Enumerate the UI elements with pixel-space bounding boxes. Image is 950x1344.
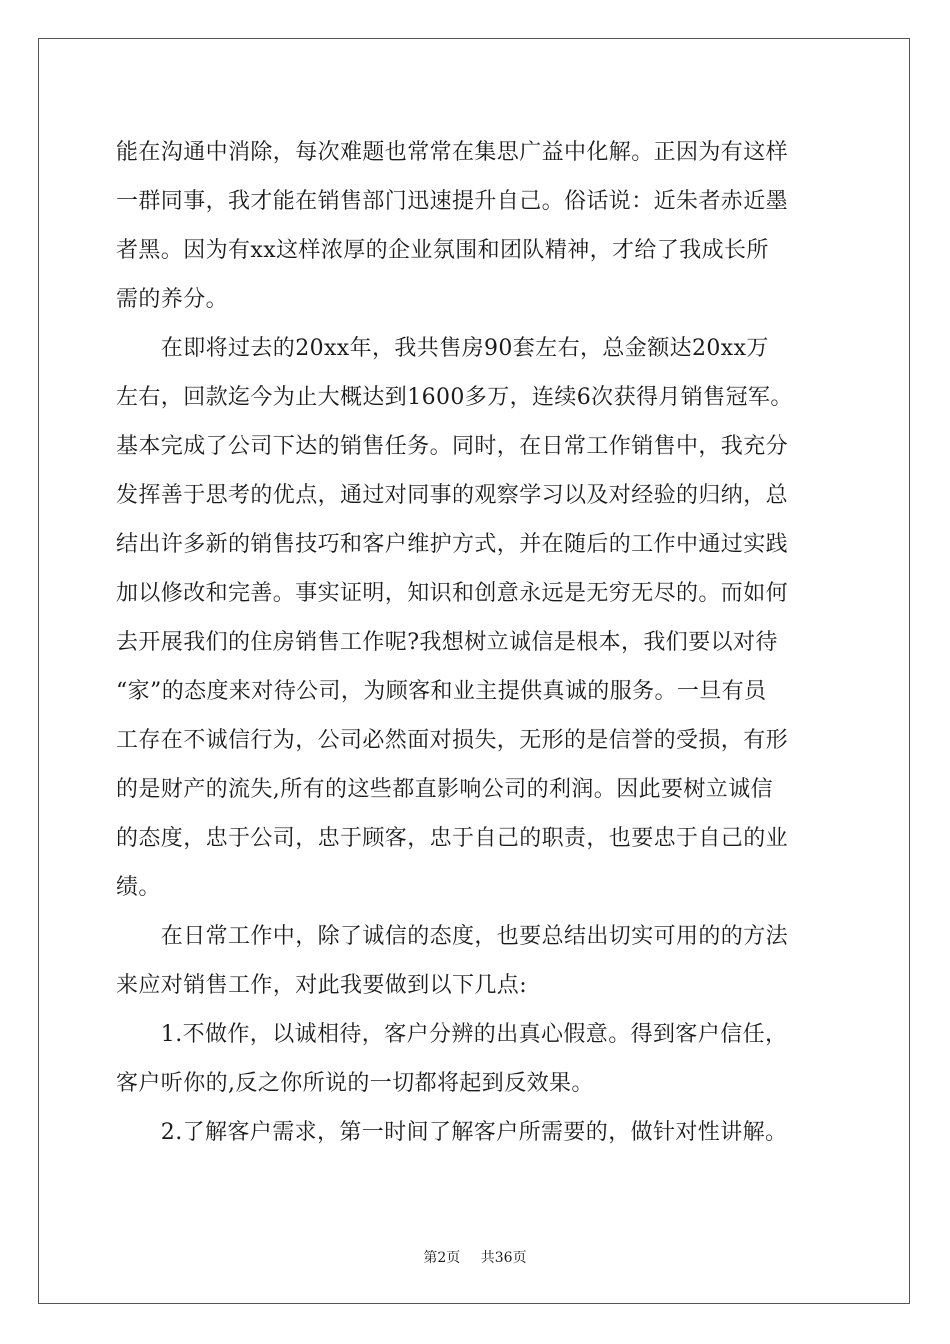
- document-body: [116, 128, 836, 1157]
- page-number-current: 第2页: [423, 1250, 461, 1266]
- text-line: 在即将过去的20xx年，我共售房90套左右，总金额达20xx万: [116, 336, 769, 361]
- text-line: 左右，回款迄今为止大概达到1600多万，连续6次获得月销售冠军。: [116, 385, 793, 410]
- text-line: 发挥善于思考的优点，通过对同事的观察学习以及对经验的归纳，总: [116, 483, 789, 508]
- text-line: 一群同事，我才能在销售部门迅速提升自己。俗话说：近朱者赤近墨: [116, 189, 789, 214]
- text-line: 能在沟通中消除，每次难题也常常在集思广益中化解。正因为有这样: [116, 140, 789, 165]
- text-line: 基本完成了公司下达的销售任务。同时，在日常工作销售中，我充分: [116, 434, 789, 459]
- text-line: 需的养分。: [116, 287, 229, 312]
- text-line: 者黑。因为有xx这样浓厚的企业氛围和团队精神，才给了我成长所: [116, 238, 769, 263]
- text-line: 1.不做作，以诚相待，客户分辨的出真心假意。得到客户信任，: [116, 1022, 788, 1047]
- text-line: 加以修改和完善。事实证明，知识和创意永远是无穷无尽的。而如何: [116, 581, 789, 606]
- text-line: 客户听你的,反之你所说的一切都将起到反效果。: [116, 1071, 594, 1096]
- text-line: 工存在不诚信行为，公司必然面对损失，无形的是信誉的受损，有形: [116, 728, 789, 753]
- page-footer: [0, 1247, 950, 1267]
- text-line: “家”的态度来对待公司，为顾客和业主提供真诚的服务。一旦有员: [116, 679, 767, 704]
- text-line: 结出许多新的销售技巧和客户维护方式，并在随后的工作中通过实践: [116, 532, 789, 557]
- text-line: 的态度，忠于公司，忠于顾客，忠于自己的职责，也要忠于自己的业: [116, 826, 789, 851]
- text-line: 在日常工作中，除了诚信的态度，也要总结出切实可用的的方法: [116, 924, 789, 949]
- text-line: 来应对销售工作，对此我要做到以下几点:: [116, 973, 528, 998]
- text-line: 绩。: [116, 875, 161, 900]
- page-number-total: 共36页: [480, 1250, 527, 1266]
- text-line: 去开展我们的住房销售工作呢?我想树立诚信是根本，我们要以对待: [116, 630, 778, 655]
- text-line: 的是财产的流失,所有的这些都直影响公司的利润。因此要树立诚信: [116, 777, 773, 802]
- text-line: 2.了解客户需求，第一时间了解客户所需要的，做针对性讲解。: [116, 1120, 788, 1145]
